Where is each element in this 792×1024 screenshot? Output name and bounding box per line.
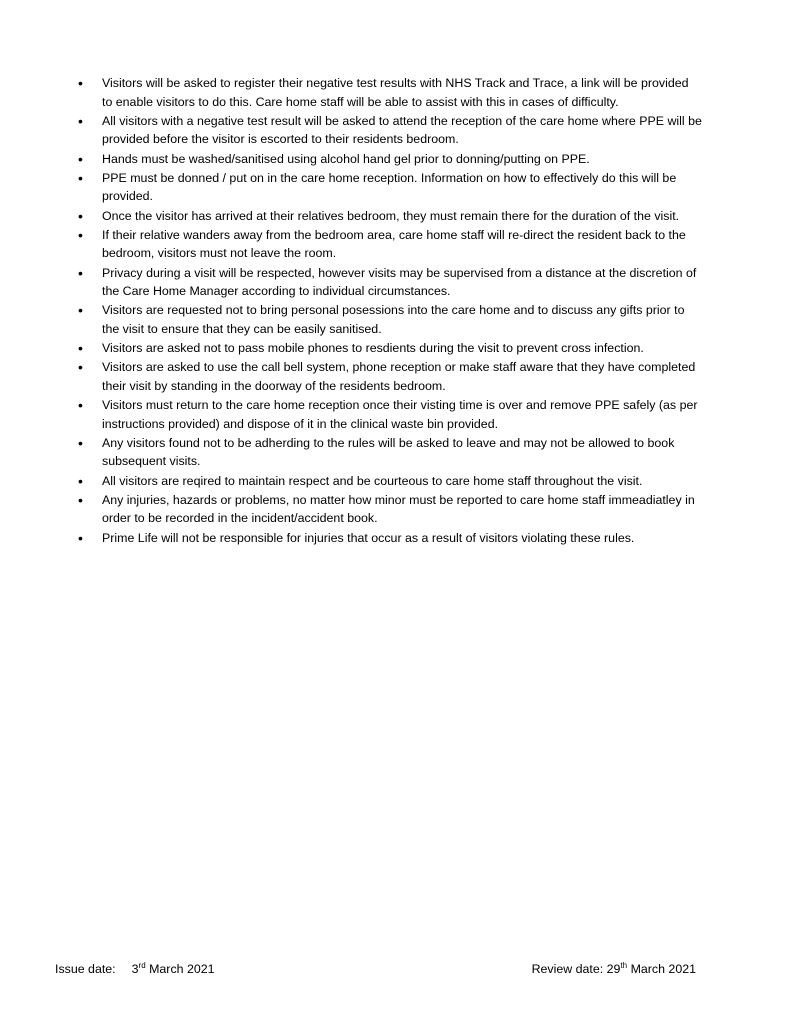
bullet-icon: •: [78, 359, 83, 376]
list-item: [78, 150, 702, 169]
bullet-icon: •: [78, 75, 83, 91]
review-date-suffix: th: [620, 961, 628, 970]
bullet-icon: •: [78, 397, 83, 414]
list-item: [78, 358, 702, 395]
list-item: [78, 529, 702, 548]
list-item: [78, 491, 702, 528]
rule-text: Visitors are requested not to bring personal posessions into the care home and to discuss any gifts prior to the visit to ensure that they can be easily sanitised.: [102, 303, 685, 336]
rule-text: Hands must be washed/sanitised using alcohol hand gel prior to donning/putting on PPE.: [102, 151, 590, 166]
bullet-icon: •: [78, 491, 83, 508]
issue-date-month-year: March 2021: [145, 962, 215, 976]
rule-text: Visitors are asked to use the call bell system, phone reception or make staff aware that they have completed their visit by standing in the doorway of the residents bedroom.: [102, 360, 696, 393]
issue-date-label: Issue date:: [55, 962, 116, 976]
bullet-icon: •: [78, 150, 83, 167]
visiting-rules-list: [78, 74, 702, 548]
list-item: [78, 339, 702, 358]
issue-date-suffix: rd: [138, 961, 146, 970]
list-item: [78, 301, 702, 338]
issue-date: [55, 960, 215, 978]
list-item: [78, 74, 702, 111]
bullet-icon: •: [78, 207, 83, 224]
rule-text: Once the visitor has arrived at their relatives bedroom, they must remain there for the duration of the visit.: [102, 208, 680, 223]
rule-text: Prime Life will not be responsible for injuries that occur as a result of visitors violating these rules.: [102, 530, 635, 545]
list-item: [78, 169, 702, 206]
bullet-icon: •: [78, 169, 83, 186]
rule-text: Visitors will be asked to register their negative test results with NHS Track and Trace, a link will be provided to enable visitors to do this. Care home staff will be able to assist with this in cases of difficulty.: [102, 76, 689, 109]
bullet-icon: •: [78, 472, 83, 489]
bullet-icon: •: [78, 529, 83, 546]
review-date-month-year: March 2021: [627, 962, 696, 976]
list-item: [78, 396, 702, 433]
bullet-icon: •: [78, 112, 83, 129]
bullet-icon: •: [78, 264, 83, 281]
issue-date-day: 3: [131, 962, 139, 976]
list-item: [78, 226, 702, 263]
list-item: [78, 434, 702, 471]
list-item: [78, 472, 702, 491]
rule-text: PPE must be donned / put on in the care home reception. Information on how to effectively do this will be provided.: [102, 170, 677, 204]
rule-text: All visitors with a negative test result will be asked to attend the reception of the care home where PPE will be provided before the visitor is escorted to their residents bedroom.: [102, 113, 702, 147]
rule-text: Visitors are asked not to pass mobile phones to resdients during the visit to prevent cross infection.: [102, 341, 644, 356]
rule-text: If their relative wanders away from the bedroom area, care home staff will re-direct the resident back to the bedroom, visitors must not leave the room.: [102, 227, 686, 261]
rule-text: Any visitors found not to be adherding to the rules will be asked to leave and may not be allowed to book subsequent visits.: [102, 435, 675, 469]
list-item: [78, 207, 702, 226]
review-date-day: 29: [606, 962, 621, 976]
bullet-icon: •: [78, 302, 83, 319]
list-item: [78, 264, 702, 301]
list-item: [78, 112, 702, 149]
bullet-icon: •: [78, 226, 83, 243]
rule-text: Visitors must return to the care home reception once their visting time is over and remove PPE safely (as per instructions provided) and dispose of it in the clinical waste bin provided.: [102, 398, 698, 431]
rule-text: All visitors are reqired to maintain respect and be courteous to care home staff throughout the visit.: [102, 473, 643, 488]
review-date-label: Review date:: [531, 962, 607, 976]
review-date: [532, 960, 696, 978]
bullet-icon: •: [78, 434, 83, 451]
rule-text: Any injuries, hazards or problems, no matter how minor must be reported to care home staff immeadiatley in order to be recorded in the incident/accident book.: [102, 492, 695, 526]
bullet-icon: •: [78, 340, 83, 357]
rule-text: Privacy during a visit will be respected, however visits may be supervised from a distance at the discretion of the Care Home Manager according to individual circumstances.: [102, 265, 697, 299]
